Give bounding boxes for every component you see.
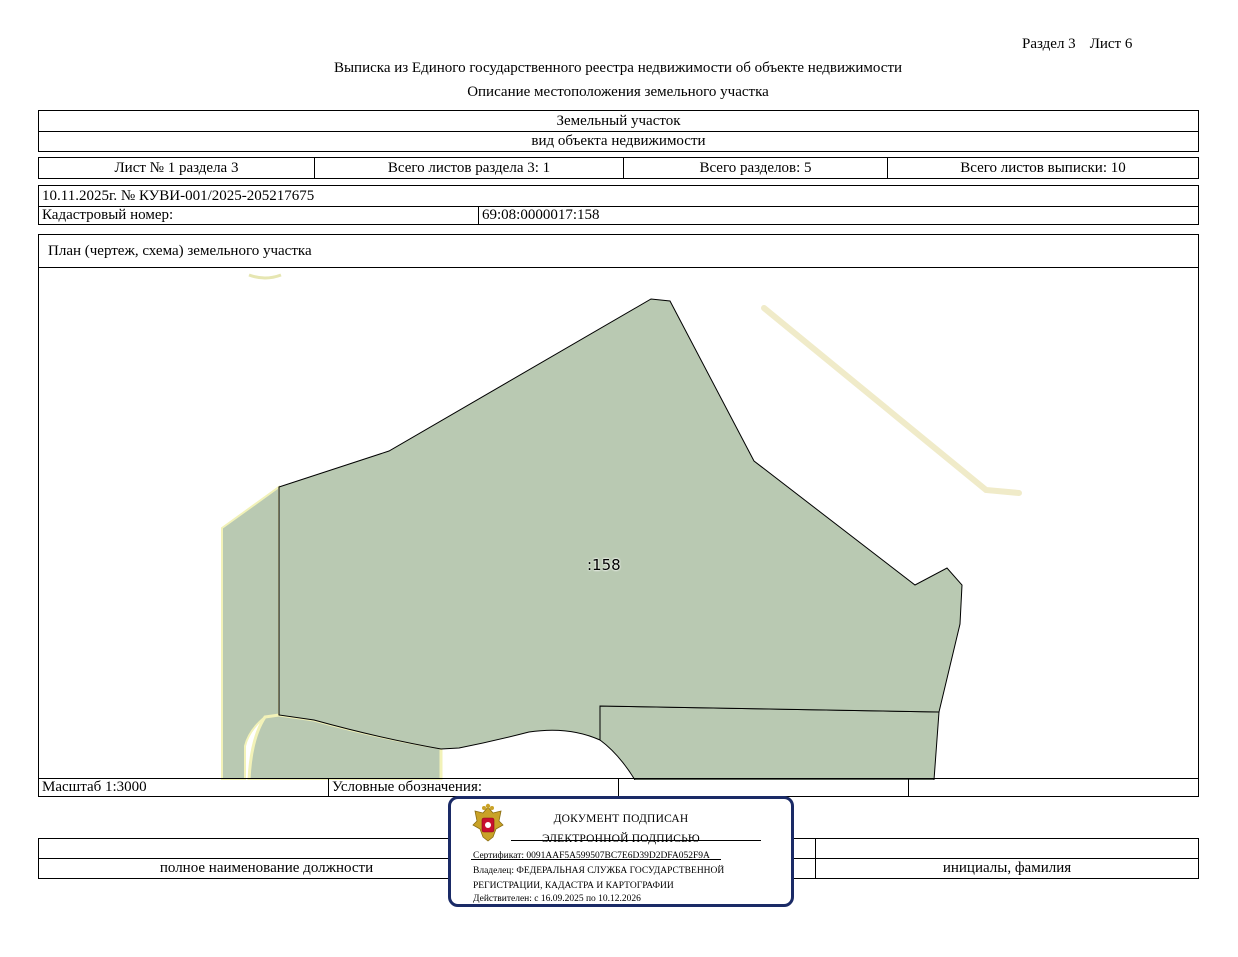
object-type-table [38,110,1199,152]
object-type-value: Земельный участок [556,112,681,129]
stamp-validity: Действителен: с 16.09.2025 по 10.12.2026 [473,894,641,904]
sheet-label: Лист 6 [1089,36,1133,52]
scale-label: Масштаб 1:3000 [39,779,329,796]
parcel-label: :158 [587,556,621,574]
legend-label: Условные обозначения: [329,779,619,796]
sheet-number-cell: Лист № 1 раздела 3 [39,158,315,178]
stamp-underline-2 [471,859,721,860]
stamp-line-1: ДОКУМЕНТ ПОДПИСАН [553,813,689,825]
total-sections-cell: Всего разделов: 5 [624,158,888,178]
plan-box [38,234,1199,797]
record-table [38,185,1199,225]
legend-cell-empty-2 [909,779,1198,796]
section-sheet-label [1022,36,1146,53]
stamp-owner-line-2: РЕГИСТРАЦИИ, КАДАСТРА И КАРТОГРАФИИ [473,881,674,891]
road-line [764,308,1019,493]
neighbor-fragment-top [249,275,281,278]
stamp-line-2: ЭЛЕКТРОННОЙ ПОДПИСЬЮ [542,833,700,845]
legend-row [39,778,1198,796]
section-label: Раздел 3 [1022,36,1076,52]
document-title: Выписка из Единого государственного реестра недвижимости об объекте недвижимости [333,60,903,76]
neighbor-parcel-bottom-right [600,706,939,780]
cadastral-number-value: 69:08:0000017:158 [482,207,600,223]
electronic-signature-stamp [448,796,794,907]
stamp-certificate: Сертификат: 0091AAF5A599507BC7E6D39D2DFA052F9A [473,851,710,861]
plan-title: План (чертеж, схема) земельного участка [39,235,1198,268]
total-extract-sheets-cell: Всего листов выписки: 10 [960,159,1126,176]
cadastral-number-label: Кадастровый номер: [39,207,479,224]
stamp-underline-1 [511,840,761,841]
parcel-158 [279,299,962,749]
document-subtitle: Описание местоположения земельного участка [467,84,769,100]
stamp-owner-line-1: Владелец: ФЕДЕРАЛЬНАЯ СЛУЖБА ГОСУДАРСТВЕННОЙ [473,866,725,876]
initials-caption: инициалы, фамилия [942,860,1072,876]
record-date-number: 10.11.2025г. № КУВИ-001/2025-205217675 [42,187,315,204]
sheets-row [38,157,1199,179]
parcel-map-svg [39,268,1198,780]
parcel-map [39,268,1198,780]
object-type-caption: вид объекта недвижимости [531,133,706,149]
position-caption: полное наименование должности [159,860,374,876]
total-section-sheets-cell: Всего листов раздела 3: 1 [315,158,624,178]
legend-cell-empty-1 [619,779,909,796]
